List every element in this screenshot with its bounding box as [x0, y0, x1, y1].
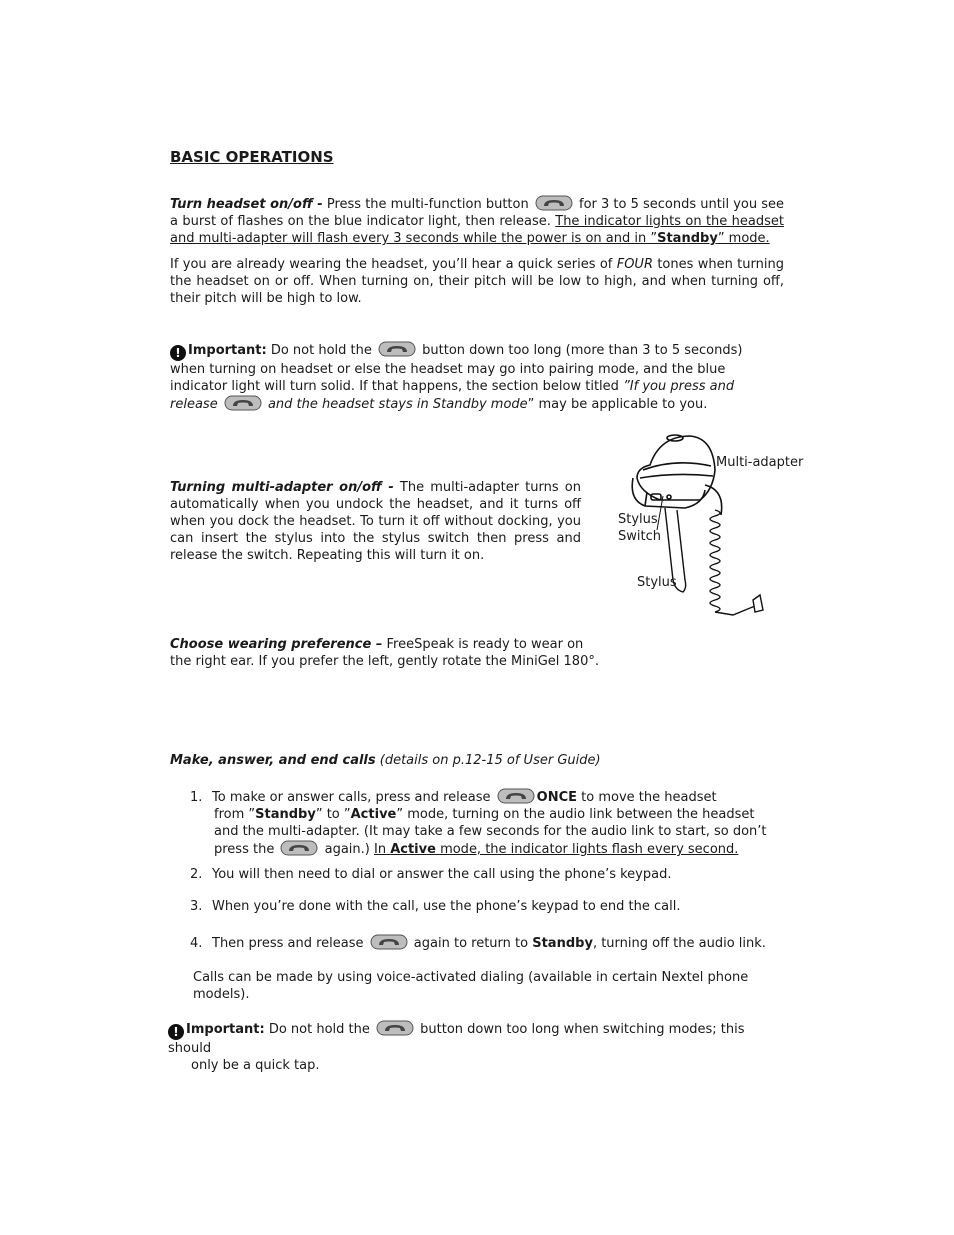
step-4: 4. Then press and release again to return to Standby, turning off the audio link. [190, 936, 766, 951]
turn-on-label: Turn headset on/off - [170, 197, 323, 212]
label-multi-adapter: Multi-adapter [716, 455, 804, 470]
phone-button-icon [224, 395, 262, 411]
exclamation-icon: ! [168, 1024, 184, 1040]
exclamation-icon: ! [170, 345, 186, 361]
phone-button-icon [370, 934, 408, 950]
important-note-2: ! Important: Do not hold the button down too long when switching modes; this should only be a quick tap. [168, 1022, 745, 1073]
label-stylus-switch: Stylus Switch [618, 512, 661, 544]
voice-dialing-note: Calls can be made by using voice-activated dialing (available in certain Nextel phone models). [193, 970, 749, 1002]
phone-button-icon [378, 341, 416, 357]
important-note-1: ! Important: Do not hold the button down too long (more than 3 to 5 seconds) when turning on headset or else the headset may go into pairing mode, and the blue indicator light will turn solid. If that happens, the section below titled ”If you press and release and the headset stays in Standby mode” may be applicable to you. [170, 343, 743, 412]
step-2: 2. You will then need to dial or answer the call using the phone’s keypad. [190, 867, 672, 882]
phone-button-icon [497, 788, 535, 804]
page-title: BASIC OPERATIONS [170, 148, 334, 166]
phone-button-icon [535, 195, 573, 211]
multi-adapter-paragraph: Turning multi-adapter on/off - The multi-adapter turns on automatically when you undock the headset, and it turns off when you dock the headset. To turn it off without docking, you can insert the stylus into the stylus switch then press and release the switch. Repeating this will turn it on. [170, 480, 581, 563]
label-stylus: Stylus [637, 575, 677, 590]
turn-on-paragraph: Turn headset on/off - Press the multi-function button for 3 to 5 seconds until you see a burst of flashes on the blue indicator light, then release. The indicator lights on the headset and multi-adapter will flash every 3 seconds while the power is on and in ”Standby” mode. [170, 197, 785, 246]
step-3: 3. When you’re done with the call, use the phone’s keypad to end the call. [190, 899, 681, 914]
tones-paragraph: If you are already wearing the headset, you’ll hear a quick series of FOUR tones when turning the headset on or off. When turning on, their pitch will be low to high, and when turning off, their pitch will be high to low. [170, 257, 784, 306]
wearing-paragraph: Choose wearing preference – FreeSpeak is ready to wear on the right ear. If you prefer the left, gently rotate the MiniGel 180°. [170, 637, 599, 669]
headset-figure [615, 430, 815, 625]
phone-button-icon [280, 840, 318, 856]
phone-button-icon [376, 1020, 414, 1036]
step-1: 1. To make or answer calls, press and release ONCE to move the headset from ”Standby” to ”Active” mode, turning on the audio link between the headset and the multi-adapter. (It may take a few seconds for the audio link to start, so don’t press the again.) In Active mode, the indicator lights flash every second. [190, 790, 767, 857]
calls-heading: Make, answer, and end calls (details on p.12-15 of User Guide) [170, 753, 601, 768]
